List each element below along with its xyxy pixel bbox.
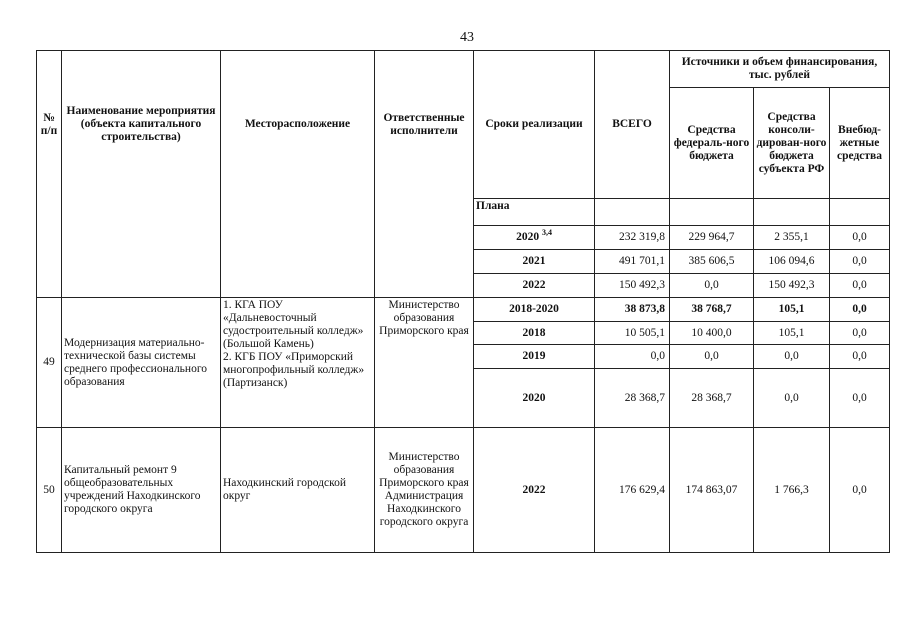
item49-year: 2019 [474, 345, 595, 369]
cont-cell [221, 274, 375, 298]
empty-cell [754, 199, 830, 226]
item50-regional: 1 766,3 [754, 428, 830, 553]
item49-regional: 0,0 [754, 369, 830, 428]
plan-regional: 150 492,3 [754, 274, 830, 298]
cont-cell [221, 226, 375, 250]
item49-total: 28 368,7 [595, 369, 670, 428]
cont-cell [37, 274, 62, 298]
item49-federal: 0,0 [670, 345, 754, 369]
item49-year: 2020 [474, 369, 595, 428]
item49-federal: 28 368,7 [670, 369, 754, 428]
item49-executors: Министерство образования Приморского края [375, 298, 474, 428]
item49-year: 2018-2020 [474, 298, 595, 322]
item49-offbudget: 0,0 [830, 298, 890, 322]
plan-label: Плана [474, 199, 595, 226]
cont-cell [37, 226, 62, 250]
item49-total: 0,0 [595, 345, 670, 369]
plan-year [474, 226, 595, 250]
cont-cell [375, 199, 474, 226]
item49-name: Модернизация материально-технической базы системы среднего профессионального образования [62, 298, 221, 428]
item50-name: Капитальный ремонт 9 общеобразовательных учреждений Находкинского городского округа [62, 428, 221, 553]
item49-total: 38 873,8 [595, 298, 670, 322]
header-terms: Сроки реализации [474, 51, 595, 199]
empty-cell [670, 199, 754, 226]
plan-regional: 106 094,6 [754, 250, 830, 274]
item49-regional: 0,0 [754, 345, 830, 369]
cont-cell [221, 250, 375, 274]
item49-offbudget: 0,0 [830, 345, 890, 369]
header-sources: Источники и объем финансирования, тыс. рублей [670, 51, 890, 88]
header-regional: Средства консоли-дирован-ного бюджета субъекта РФ [754, 88, 830, 199]
cont-cell [37, 199, 62, 226]
plan-year: 2021 [474, 250, 595, 274]
header-name: Наименование мероприятия (объекта капитального строительства) [62, 51, 221, 199]
item50-num: 50 [37, 428, 62, 553]
plan-offbudget: 0,0 [830, 250, 890, 274]
plan-total: 150 492,3 [595, 274, 670, 298]
item50-federal: 174 863,07 [670, 428, 754, 553]
page-number: 43 [460, 30, 474, 45]
plan-total: 232 319,8 [595, 226, 670, 250]
item49-location-2: 2. КГБ ПОУ «Приморский многопрофильный колледж» (Партизанск) [223, 351, 365, 389]
financing-table [36, 50, 890, 553]
cont-cell [375, 226, 474, 250]
cont-cell [62, 250, 221, 274]
plan-offbudget: 0,0 [830, 226, 890, 250]
cont-cell [221, 199, 375, 226]
plan-year-value: 2020 [516, 231, 540, 243]
item50-year: 2022 [474, 428, 595, 553]
item49-offbudget: 0,0 [830, 322, 890, 345]
item50-offbudget: 0,0 [830, 428, 890, 553]
item49-regional: 105,1 [754, 298, 830, 322]
plan-total: 491 701,1 [595, 250, 670, 274]
item49-regional: 105,1 [754, 322, 830, 345]
header-total: ВСЕГО [595, 51, 670, 199]
item49-federal: 10 400,0 [670, 322, 754, 345]
empty-cell [830, 199, 890, 226]
plan-year-footnote: 3,4 [541, 228, 552, 238]
plan-year: 2022 [474, 274, 595, 298]
header-offbudget: Внебюд-жетные средства [830, 88, 890, 199]
item49-federal: 38 768,7 [670, 298, 754, 322]
item50-executors: Министерство образования Приморского края Администрация Находкинского городского округа [375, 428, 474, 553]
header-federal: Средства федераль-ного бюджета [670, 88, 754, 199]
empty-cell [595, 199, 670, 226]
cont-cell [37, 250, 62, 274]
item49-location-1: 1. КГА ПОУ «Дальневосточный судостроительный колледж» (Большой Камень) [223, 299, 364, 350]
cont-cell [375, 274, 474, 298]
cont-cell [62, 226, 221, 250]
cont-cell [62, 274, 221, 298]
header-num: № п/п [37, 51, 62, 199]
plan-federal: 229 964,7 [670, 226, 754, 250]
cont-cell [62, 199, 221, 226]
item49-offbudget: 0,0 [830, 369, 890, 428]
plan-federal: 0,0 [670, 274, 754, 298]
plan-federal: 385 606,5 [670, 250, 754, 274]
plan-regional: 2 355,1 [754, 226, 830, 250]
item49-total: 10 505,1 [595, 322, 670, 345]
header-location: Месторасположение [221, 51, 375, 199]
plan-offbudget: 0,0 [830, 274, 890, 298]
item49-num: 49 [37, 298, 62, 428]
item49-location [221, 298, 375, 428]
header-executors: Ответственные исполнители [375, 51, 474, 199]
item50-location: Находкинский городской округ [221, 428, 375, 553]
item50-total: 176 629,4 [595, 428, 670, 553]
item49-year: 2018 [474, 322, 595, 345]
cont-cell [375, 250, 474, 274]
